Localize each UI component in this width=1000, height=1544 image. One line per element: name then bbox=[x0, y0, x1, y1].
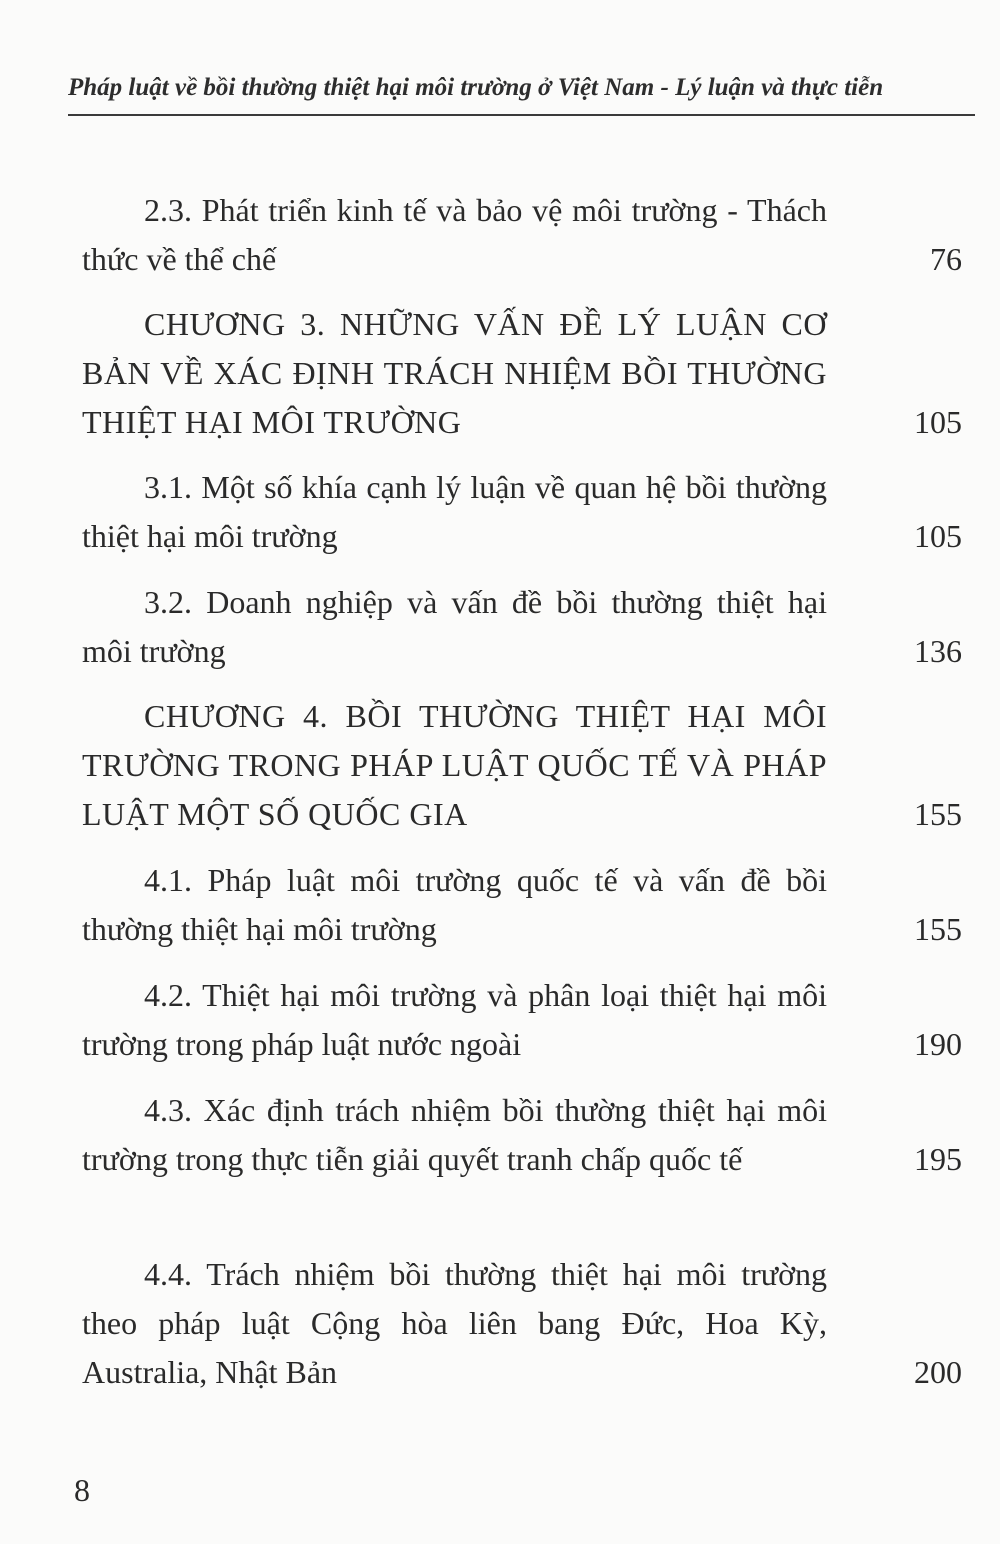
page-number: 8 bbox=[74, 1472, 90, 1508]
toc-entry-3-2 bbox=[82, 578, 962, 676]
toc-entry-page: 195 bbox=[914, 1141, 962, 1177]
toc-entry-text: 2.3. Phát triển kinh tế và bảo vệ môi trường - Thách thức về thể chế bbox=[82, 192, 827, 277]
running-head: Pháp luật về bồi thường thiệt hại môi trường ở Việt Nam - Lý luận và thực tiễn bbox=[68, 74, 884, 101]
toc-entry-page: 190 bbox=[914, 1026, 962, 1062]
toc-entry-page: 155 bbox=[914, 796, 962, 832]
toc-entry-chapter-4 bbox=[82, 692, 962, 839]
toc-entry-2-3 bbox=[82, 186, 962, 284]
toc-entry-page: 105 bbox=[914, 404, 962, 440]
toc-entry-page: 155 bbox=[914, 911, 962, 947]
toc-entry-text: 4.2. Thiệt hại môi trường và phân loại thiệt hại môi trường trong pháp luật nước ngoài bbox=[82, 977, 827, 1062]
toc-entry-page: 76 bbox=[930, 241, 962, 277]
toc-entry-text: 3.2. Doanh nghiệp và vấn đề bồi thường thiệt hại môi trường bbox=[82, 584, 827, 669]
toc-entry-text: 4.3. Xác định trách nhiệm bồi thường thiệt hại môi trường trong thực tiễn giải quyết tranh chấp quốc tế bbox=[82, 1092, 827, 1177]
toc-entry-page: 105 bbox=[914, 518, 962, 554]
toc-entry-page: 200 bbox=[914, 1354, 962, 1390]
toc-entry-text: 4.4. Trách nhiệm bồi thường thiệt hại môi trường theo pháp luật Cộng hòa liên bang Đức, Hoa Kỳ, Australia, Nhật Bản bbox=[82, 1256, 827, 1390]
toc-entry-text: 4.1. Pháp luật môi trường quốc tế và vấn đề bồi thường thiệt hại môi trường bbox=[82, 862, 827, 947]
toc-entry-4-1 bbox=[82, 856, 962, 954]
header-rule bbox=[68, 114, 975, 116]
toc-entry-4-2 bbox=[82, 971, 962, 1069]
toc-entry-4-4 bbox=[82, 1250, 962, 1397]
toc-entry-3-1 bbox=[82, 463, 962, 561]
toc-entry-text: CHƯƠNG 3. NHỮNG VẤN ĐỀ LÝ LUẬN CƠ BẢN VỀ XÁC ĐỊNH TRÁCH NHIỆM BỒI THƯỜNG THIỆT HẠI MÔI TRƯỜNG bbox=[82, 306, 827, 440]
toc-entry-4-3 bbox=[82, 1086, 962, 1184]
toc-entry-page: 136 bbox=[914, 633, 962, 669]
toc-entry-text: CHƯƠNG 4. BỒI THƯỜNG THIỆT HẠI MÔI TRƯỜNG TRONG PHÁP LUẬT QUỐC TẾ VÀ PHÁP LUẬT MỘT SỐ QUỐC GIA bbox=[82, 698, 827, 832]
toc-entry-text: 3.1. Một số khía cạnh lý luận về quan hệ bồi thường thiệt hại môi trường bbox=[82, 469, 827, 554]
toc-entry-chapter-3 bbox=[82, 300, 962, 447]
